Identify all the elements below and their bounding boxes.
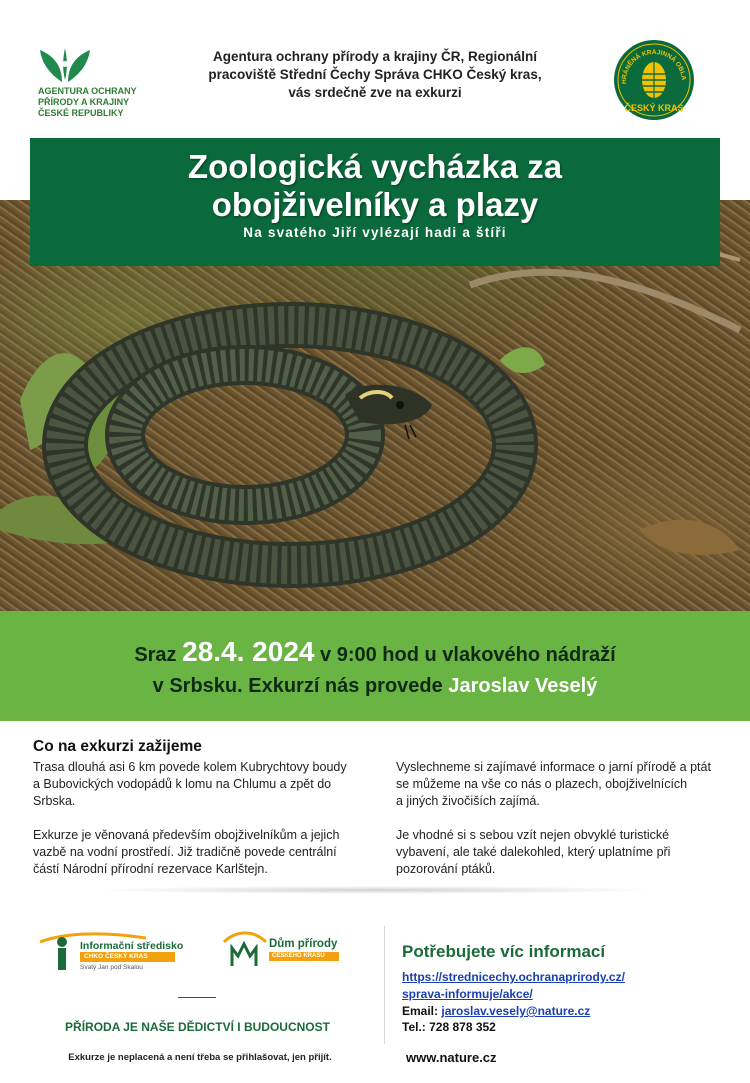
event-subtitle: Na svatého Jiří vylézají hadi a štíři bbox=[243, 225, 507, 240]
text-line: částí Národní přírodní rezervace Karlštejn. bbox=[33, 862, 268, 876]
small-divider bbox=[178, 997, 216, 998]
text-line: Vyslechneme si zajímavé informace o jarní přírodě a ptát bbox=[396, 760, 711, 774]
invitation-intro bbox=[195, 48, 555, 102]
intro-line: Agentura ochrany přírody a krajiny ČR, Regionální bbox=[212, 49, 538, 64]
motto: PŘÍRODA JE NAŠE DĚDICTVÍ I BUDOUCNOST bbox=[65, 1020, 330, 1034]
text-line: Exkurze je věnovaná především obojživelníkům a jejich bbox=[33, 828, 340, 842]
email-link[interactable]: jaroslav.vesely@nature.cz bbox=[441, 1004, 591, 1018]
aopk-logo-text bbox=[38, 86, 137, 119]
intro-line: vás srdečně zve na exkurzi bbox=[288, 85, 462, 100]
dum-prirody-title: Dům přírody bbox=[269, 938, 338, 950]
text-line: Je vhodné si s sebou vzít nejen obvyklé turistické bbox=[396, 828, 670, 842]
events-link-continued[interactable]: sprava-informuje/akce/ bbox=[402, 987, 533, 1001]
divider-shadow bbox=[90, 886, 660, 894]
text-line: Trasa dlouhá asi 6 km povede kolem Kubrychtovy boudy bbox=[33, 760, 347, 774]
guide-name: Jaroslav Veselý bbox=[448, 675, 598, 697]
info-center-title: Informační středisko bbox=[80, 940, 184, 952]
meeting-date: 28.4. 2024 bbox=[182, 636, 315, 667]
free-entry-note: Exkurze je neplacená a není třeba se přihlašovat, jen přijít. bbox=[68, 1052, 332, 1063]
info-heading: Potřebujete víc informací bbox=[402, 942, 606, 961]
dum-prirody-subtitle: ČESKÉHO KRASU bbox=[269, 952, 339, 961]
meeting-prefix: Sraz bbox=[134, 644, 183, 666]
right-column bbox=[396, 759, 711, 878]
info-center-place: Svatý Jan pod Skalou bbox=[80, 964, 143, 971]
meeting-line-1 bbox=[0, 635, 750, 672]
text-line: vazbě na vodní prostředí. Již tradičně povede centrální bbox=[33, 845, 337, 859]
event-title-line-1: Zoologická vycházka za bbox=[187, 148, 563, 185]
chko-logo-name: ČESKÝ KRAS bbox=[624, 103, 684, 113]
meeting-line-2 bbox=[0, 672, 750, 700]
info-center-subtitle: CHKO ČESKÝ KRAS bbox=[80, 952, 175, 962]
meeting-time-place: v 9:00 hod u vlakového nádraží bbox=[314, 644, 616, 666]
left-column bbox=[33, 759, 347, 878]
aopk-emblem-icon bbox=[32, 44, 102, 84]
footer-divider bbox=[384, 926, 385, 1044]
text-line: vybavení, ale také dalekohled, který uplatníme při bbox=[396, 845, 671, 859]
text-line: a jiných živočiších zajímá. bbox=[396, 794, 540, 808]
event-title-line-2: obojživelníky a plazy bbox=[211, 186, 539, 223]
phone-line: Tel.: 728 878 352 bbox=[402, 1020, 496, 1034]
events-link[interactable]: https://strednicechy.ochranaprirody.cz/ bbox=[402, 970, 625, 984]
aopk-text-line: PŘÍRODY A KRAJINY bbox=[38, 97, 130, 107]
text-line: a Bubovických vodopádů k lomu na Chlumu a zpět do bbox=[33, 777, 332, 791]
meeting-band bbox=[0, 611, 750, 721]
email-label: Email: bbox=[402, 1004, 442, 1018]
aopk-text-line: AGENTURA OCHRANY bbox=[38, 86, 137, 96]
website[interactable]: www.nature.cz bbox=[406, 1050, 497, 1065]
title-box bbox=[30, 138, 720, 266]
text-line: se můžeme na vše co nás o plazech, obojživelnících bbox=[396, 777, 688, 791]
chko-ring-text: HRÁNĚNÁ KRAJINNÁ OBLA bbox=[620, 48, 688, 85]
text-line: Srbska. bbox=[33, 794, 76, 808]
section-heading: Co na exkurzi zažijeme bbox=[33, 738, 202, 755]
intro-line: pracoviště Střední Čechy Správa CHKO Český kras, bbox=[208, 67, 542, 82]
meeting-line2-prefix: v Srbsku. Exkurzí nás provede bbox=[152, 675, 449, 697]
chko-cesky-kras-logo bbox=[612, 38, 696, 122]
text-line: pozorování ptáků. bbox=[396, 862, 496, 876]
aopk-text-line: ČESKÉ REPUBLIKY bbox=[38, 108, 124, 118]
email-line bbox=[402, 1004, 590, 1018]
chko-trilobite-icon bbox=[612, 38, 696, 122]
